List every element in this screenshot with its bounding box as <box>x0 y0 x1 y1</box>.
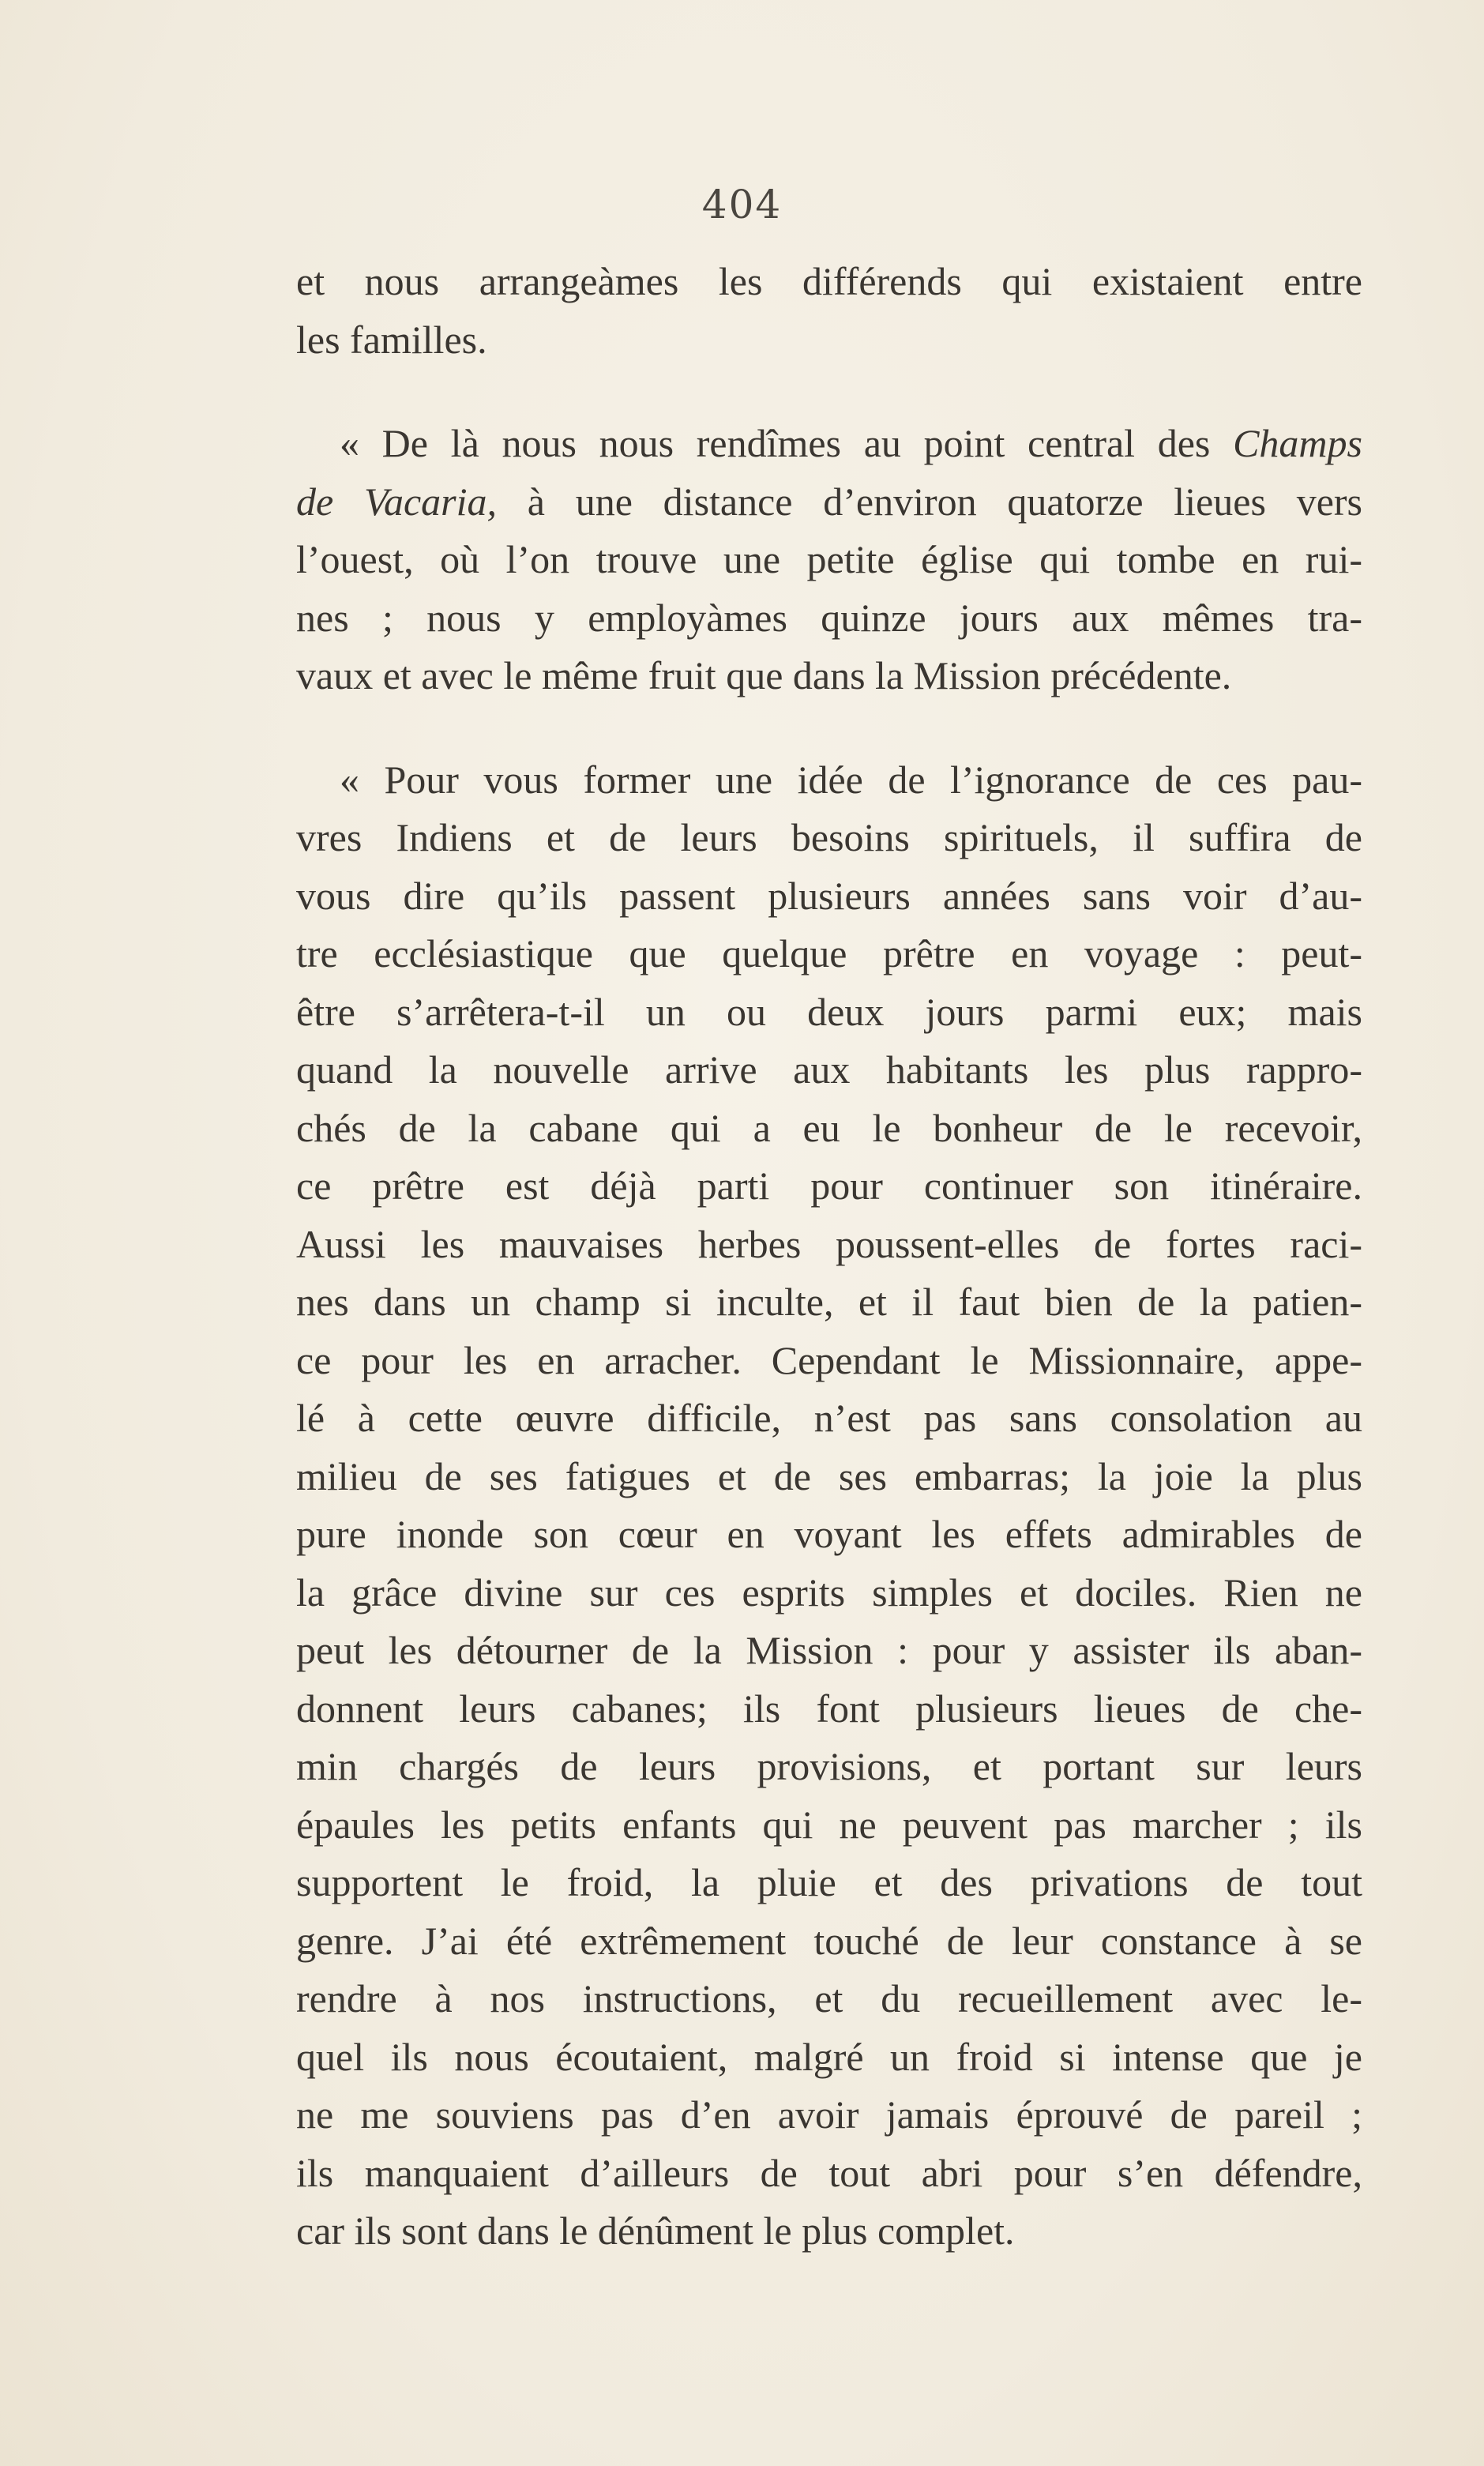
text-line: supportent le froid, la pluie et des privations de tout <box>296 1860 1362 1904</box>
text-line: Aussi les mauvaises herbes poussent-elles de fortes raci- <box>296 1221 1362 1266</box>
text-line: épaules les petits enfants qui ne peuvent pas marcher ; ils <box>296 1802 1362 1847</box>
text-line <box>296 415 1362 473</box>
italic-text: Champs <box>1233 421 1362 465</box>
text-line: tre ecclésiastique que quelque prêtre en voyage : peut- <box>296 931 1362 975</box>
italic-text: de Vacaria, <box>296 479 497 524</box>
text-line: nes dans un champ si inculte, et il faut bien de la patien- <box>296 1280 1362 1324</box>
paragraph <box>296 751 1362 2261</box>
text-line: ne me souviens pas d’en avoir jamais éprouvé de pareil ; <box>296 2092 1362 2137</box>
text-line: quel ils nous écoutaient, malgré un froid si intense que je <box>296 2034 1362 2079</box>
paragraph <box>296 253 1362 369</box>
paragraph <box>296 415 1362 705</box>
text-line: être s’arrêtera-t-il un ou deux jours parmi eux; mais <box>296 989 1362 1034</box>
body-text <box>296 253 1362 2261</box>
text-line: vaux et avec le même fruit que dans la Mission précédente. <box>296 653 1232 697</box>
text-line: lé à cette œuvre difficile, n’est pas sans consolation au <box>296 1396 1362 1440</box>
page-number: 404 <box>701 182 783 227</box>
paragraph-gap <box>296 369 1362 415</box>
text-line: genre. J’ai été extrêmement touché de leur constance à se <box>296 1918 1362 1963</box>
text-line <box>296 473 1362 532</box>
text-line: ce prêtre est déjà parti pour continuer son itinéraire. <box>296 1163 1362 1208</box>
text-line: chés de la cabane qui a eu le bonheur de le recevoir, <box>296 1105 1362 1150</box>
text-line: les familles. <box>296 317 487 362</box>
text-line: ils manquaient d’ailleurs de tout abri pour s’en défendre, <box>296 2150 1362 2195</box>
text-segment: à une distance d’environ quatorze lieues vers <box>497 479 1362 524</box>
text-line: la grâce divine sur ces esprits simples et dociles. Rien ne <box>296 1569 1362 1615</box>
text-line: nes ; nous y employàmes quinze jours aux mêmes tra- <box>296 595 1362 640</box>
text-line: rendre à nos instructions, et du recueillement avec le- <box>296 1976 1362 2021</box>
text-segment: « De là nous nous rendîmes au point central des <box>340 421 1234 465</box>
text-line: « Pour vous former une idée de l’ignorance de ces pau- <box>340 757 1362 802</box>
text-line: car ils sont dans le dénûment le plus complet. <box>296 2208 1015 2253</box>
text-line: min chargés de leurs provisions, et portant sur leurs <box>296 1744 1362 1788</box>
text-line: ce pour les en arracher. Cependant le Missionnaire, appe- <box>296 1337 1362 1382</box>
text-line: peut les détourner de la Mission : pour y assister ils aban- <box>296 1628 1362 1672</box>
text-line: quand la nouvelle arrive aux habitants les plus rappro- <box>296 1047 1362 1092</box>
text-line: et nous arrangeàmes les différends qui existaient entre <box>296 259 1362 303</box>
paragraph-gap <box>296 705 1362 751</box>
text-line: vres Indiens et de leurs besoins spirituels, il suffira de <box>296 815 1362 859</box>
text-line: vous dire qu’ils passent plusieurs années sans voir d’au- <box>296 873 1362 918</box>
text-line: donnent leurs cabanes; ils font plusieurs lieues de che- <box>296 1686 1362 1731</box>
text-line: pure inonde son cœur en voyant les effets admirables de <box>296 1512 1362 1556</box>
text-line: milieu de ses fatigues et de ses embarras; la joie la plus <box>296 1453 1362 1498</box>
text-line: l’ouest, où l’on trouve une petite église qui tombe en rui- <box>296 537 1362 581</box>
